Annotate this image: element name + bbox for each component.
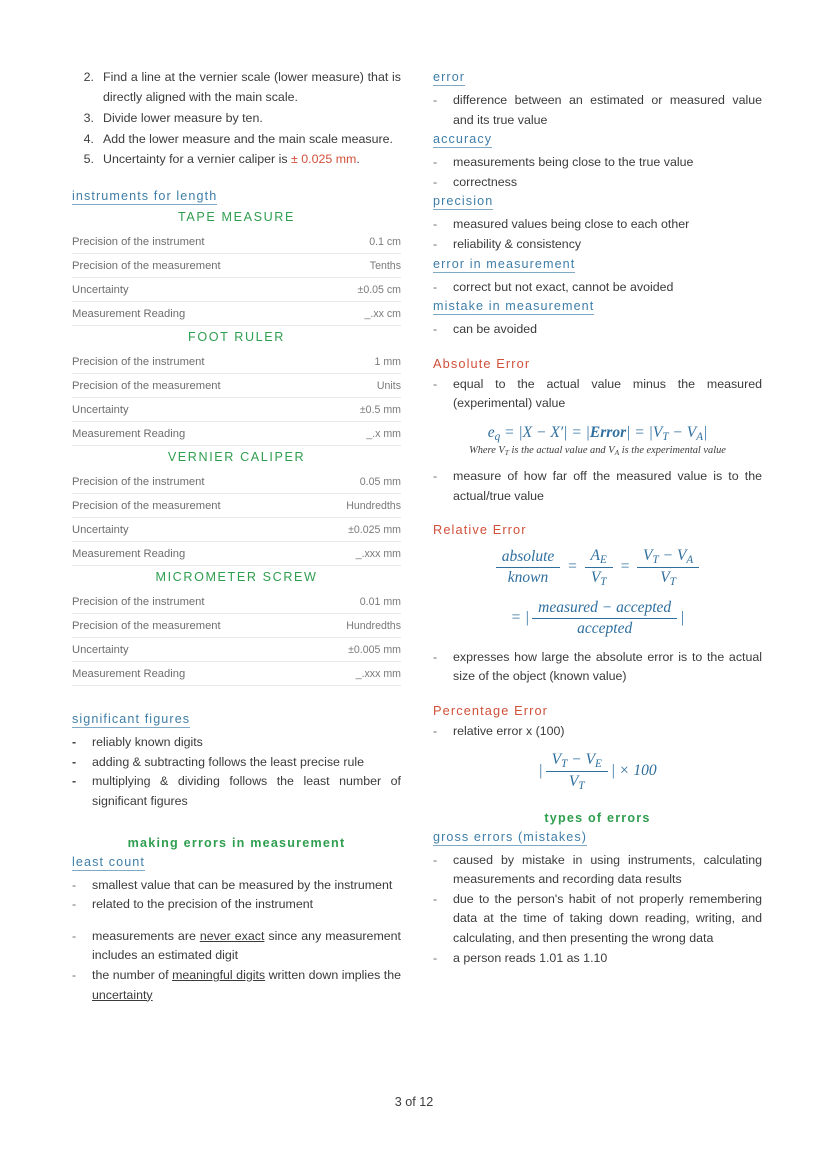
list-item: [72, 772, 401, 811]
page-footer: 3 of 12: [394, 1095, 434, 1109]
list-item-text: related to the precision of the instrument: [92, 897, 314, 912]
step-text: Divide lower measure by ten.: [103, 110, 263, 125]
step-number: 3.: [83, 110, 94, 125]
bullet-dash: -: [433, 649, 438, 664]
list-item: [433, 722, 762, 742]
row-label: Measurement Reading: [72, 422, 330, 446]
absolute-error-list-2: [433, 467, 762, 506]
list-item: [433, 890, 762, 949]
bullet-dash: -: [433, 155, 438, 170]
step-text: [103, 150, 401, 170]
row-value: ±0.05 cm: [327, 278, 402, 302]
instruments-for-length-heading: instruments for length: [72, 189, 218, 204]
list-item: [72, 927, 401, 966]
row-label: Measurement Reading: [72, 662, 312, 686]
absolute-error-formula-note: Where $V_T$ is the actual value and $V_A$ is the experimental value: [469, 445, 726, 458]
list-item-text: [92, 927, 401, 966]
bullet-dash: -: [72, 735, 77, 750]
list-item: [433, 278, 762, 298]
list-item: [433, 215, 762, 235]
bullet-dash: -: [72, 754, 77, 769]
bullet-dash: -: [72, 877, 77, 892]
bullet-dash: -: [433, 723, 438, 738]
row-label: Precision of the instrument: [72, 230, 327, 254]
bullet-dash: -: [433, 322, 438, 337]
note-underline: meaningful digits: [172, 967, 266, 982]
row-value: _.xx cm: [327, 302, 402, 326]
bullet-dash: -: [433, 217, 438, 232]
step-number: 4.: [83, 131, 94, 146]
step-text: Add the lower measure and the main scale measure.: [103, 131, 393, 146]
note-pre: measurements are: [92, 928, 200, 943]
list-item: [433, 153, 762, 173]
bullet-dash: -: [72, 928, 77, 943]
bullet-dash: -: [433, 852, 438, 867]
table-row: [72, 422, 401, 446]
list-item-text: equal to the actual value minus the measured (experimental) value: [453, 376, 762, 411]
row-value: Hundredths: [312, 494, 401, 518]
list-item: [433, 949, 762, 969]
list-item: [72, 68, 401, 108]
table-row: [72, 470, 401, 494]
table-row: [72, 638, 401, 662]
bullet-dash: -: [433, 93, 438, 107]
relative-error-formula-2: = | $\frac{\text{measured − accepted}}{\text{accepted}}$ |: [510, 598, 685, 637]
instrument-table: [72, 590, 401, 686]
row-label: Precision of the measurement: [72, 614, 312, 638]
list-item: [433, 467, 762, 506]
list-item-text: reliably known digits: [92, 735, 203, 750]
row-value: _.xxx mm: [312, 542, 401, 566]
row-label: Uncertainty: [72, 518, 312, 542]
list-item: [72, 753, 401, 773]
list-item-text: reliability & consistency: [453, 236, 582, 251]
instrument-block-tape-measure: [72, 210, 401, 326]
gross-errors-heading: gross errors (mistakes): [433, 829, 588, 844]
list-item-text: due to the person's habit of not properly remembering data at the time of taking down reading, writing, and calculating, and then presenting the wrong data: [453, 891, 762, 945]
bullet-dash: -: [433, 236, 438, 251]
percentage-error-heading: Percentage Error: [433, 702, 549, 718]
table-row: [72, 662, 401, 686]
row-value: _.x mm: [330, 422, 401, 446]
row-label: Precision of the measurement: [72, 254, 327, 278]
list-item-text: caused by mistake in using instruments, calculating measurements and recording data results: [453, 852, 762, 887]
row-label: Precision of the measurement: [72, 374, 330, 398]
note-post: written down implies the: [265, 967, 401, 982]
table-row: [72, 350, 401, 374]
table-row: [72, 398, 401, 422]
table-row: [72, 254, 401, 278]
step-text: Find a line at the vernier scale (lower measure) that is directly aligned with the main scale.: [103, 70, 401, 104]
list-item-text: a person reads 1.01 as 1.10: [453, 950, 608, 965]
row-label: Precision of the instrument: [72, 350, 330, 374]
list-item: [433, 173, 762, 193]
list-item: [433, 375, 762, 414]
two-column-layout: [72, 68, 762, 1005]
row-value: ±0.005 mm: [312, 638, 401, 662]
table-row: [72, 518, 401, 542]
list-item: [72, 109, 401, 129]
relative-error-list: [433, 648, 762, 687]
uncertainty-value: ± 0.025 mm: [291, 152, 357, 167]
instrument-title: TAPE MEASURE: [178, 210, 295, 225]
table-row: [72, 230, 401, 254]
row-value: 0.1 cm: [327, 230, 402, 254]
least-count-heading: least count: [72, 854, 146, 869]
right-column: [433, 68, 762, 968]
row-value: 1 mm: [330, 350, 401, 374]
list-item-text: adding & subtracting follows the least precise rule: [92, 754, 365, 769]
vernier-steps-list: [72, 68, 401, 170]
list-item-text: measured values being close to each other: [453, 217, 690, 232]
accuracy-list: [433, 153, 762, 192]
significant-figures-list: [72, 733, 401, 811]
instrument-title: MICROMETER SCREW: [155, 570, 318, 585]
note-underline: never exact: [199, 928, 265, 943]
step-number: 5.: [83, 152, 94, 167]
note-post: since any measurement includes an estimated digit: [92, 928, 401, 963]
table-row: [72, 542, 401, 566]
bullet-dash: -: [433, 469, 438, 484]
row-value: Units: [330, 374, 401, 398]
instrument-table: [72, 350, 401, 446]
percentage-error-list: [433, 722, 762, 742]
instrument-block-micrometer-screw: [72, 570, 401, 686]
list-item-text: relative error x (100): [453, 723, 565, 738]
mistake-in-measurement-list: [433, 320, 762, 340]
list-item-text: [92, 966, 401, 1005]
absolute-error-formula: $e_q = |X - X'|$ = |Error| = $|V_T - V_A|$: [487, 423, 708, 444]
table-row: [72, 278, 401, 302]
table-row: [72, 614, 401, 638]
step-number: 2.: [83, 70, 94, 84]
list-item: [72, 733, 401, 753]
row-label: Precision of the measurement: [72, 494, 312, 518]
relative-error-formula: $\frac{\text{absolute}}{\text{known}}$ = $\frac{A_E}{V_T}$ = $\frac{V_T - V_A}{V_T}$: [433, 547, 762, 588]
list-item: [72, 966, 401, 1005]
instrument-title: FOOT RULER: [188, 330, 285, 345]
error-in-measurement-list: [433, 278, 762, 298]
row-label: Precision of the instrument: [72, 590, 312, 614]
error-in-measurement-heading: error in measurement: [433, 256, 576, 271]
instrument-block-vernier-caliper: [72, 450, 401, 566]
list-item-text: measurements being close to the true value: [453, 155, 694, 170]
bullet-dash: -: [72, 774, 77, 789]
note-pre: the number of: [92, 967, 173, 982]
making-errors-heading: making errors in measurement: [127, 835, 346, 850]
left-column: [72, 68, 401, 1005]
list-item: [72, 150, 401, 170]
list-item: [433, 648, 762, 687]
bullet-dash: -: [433, 279, 438, 294]
list-item-text: multiplying & dividing follows the least number of significant figures: [92, 774, 401, 808]
list-item-text: correct but not exact, cannot be avoided: [453, 279, 674, 294]
list-item-text: can be avoided: [453, 322, 538, 337]
row-label: Precision of the instrument: [72, 470, 312, 494]
row-value: 0.05 mm: [312, 470, 401, 494]
row-value: 0.01 mm: [312, 590, 401, 614]
accuracy-heading: accuracy: [433, 132, 493, 147]
list-item-text: measure of how far off the measured value is to the actual/true value: [453, 469, 762, 503]
significant-figures-heading: significant figures: [72, 712, 191, 727]
list-item-text: correctness: [453, 174, 518, 189]
bullet-dash: -: [72, 967, 77, 982]
list-item-text: expresses how large the absolute error is to the actual size of the object (known value): [453, 649, 762, 684]
bullet-dash: -: [433, 376, 438, 391]
note-underline-2: uncertainty: [92, 987, 153, 1002]
measurement-notes-list: [72, 927, 401, 1005]
error-list: [433, 91, 762, 130]
absolute-error-heading: Absolute Error: [433, 355, 531, 371]
row-value: Tenths: [327, 254, 402, 278]
error-heading: error: [433, 70, 466, 84]
row-label: Measurement Reading: [72, 542, 312, 566]
bullet-dash: -: [433, 950, 438, 965]
precision-list: [433, 215, 762, 254]
row-value: Hundredths: [312, 614, 401, 638]
instrument-table: [72, 230, 401, 326]
gross-errors-list: [433, 851, 762, 969]
row-label: Uncertainty: [72, 638, 312, 662]
list-item-text: smallest value that can be measured by the instrument: [92, 877, 393, 892]
bullet-dash: -: [72, 897, 77, 912]
types-of-errors-heading: types of errors: [544, 810, 651, 825]
row-label: Uncertainty: [72, 278, 327, 302]
table-row: [72, 590, 401, 614]
list-item: [72, 130, 401, 150]
instrument-block-foot-ruler: [72, 330, 401, 446]
list-item: [72, 895, 401, 915]
mistake-in-measurement-heading: mistake in measurement: [433, 299, 595, 314]
step-text-tail: .: [356, 152, 360, 167]
absolute-error-list: [433, 375, 762, 414]
list-item: [72, 876, 401, 896]
percentage-error-formula: | $\frac{V_T - V_E}{V_T}$ | × 100: [538, 751, 657, 793]
list-item: [433, 851, 762, 890]
precision-heading: precision: [433, 194, 494, 209]
list-item: [433, 91, 762, 130]
row-value: _.xxx mm: [312, 662, 401, 686]
row-label: Uncertainty: [72, 398, 330, 422]
bullet-dash: -: [433, 891, 438, 906]
table-row: [72, 494, 401, 518]
step-text-lead: Uncertainty for a vernier caliper is: [103, 152, 291, 167]
least-count-list: [72, 876, 401, 915]
list-item-text: difference between an estimated or measured value and its true value: [453, 93, 762, 127]
table-row: [72, 374, 401, 398]
row-value: ±0.025 mm: [312, 518, 401, 542]
bullet-dash: -: [433, 174, 438, 189]
row-value: ±0.5 mm: [330, 398, 401, 422]
list-item: [433, 320, 762, 340]
row-label: Measurement Reading: [72, 302, 327, 326]
relative-error-heading: Relative Error: [433, 522, 527, 538]
instrument-table: [72, 470, 401, 566]
list-item: [433, 235, 762, 255]
instrument-title: VERNIER CALIPER: [167, 450, 306, 465]
table-row: [72, 302, 401, 326]
